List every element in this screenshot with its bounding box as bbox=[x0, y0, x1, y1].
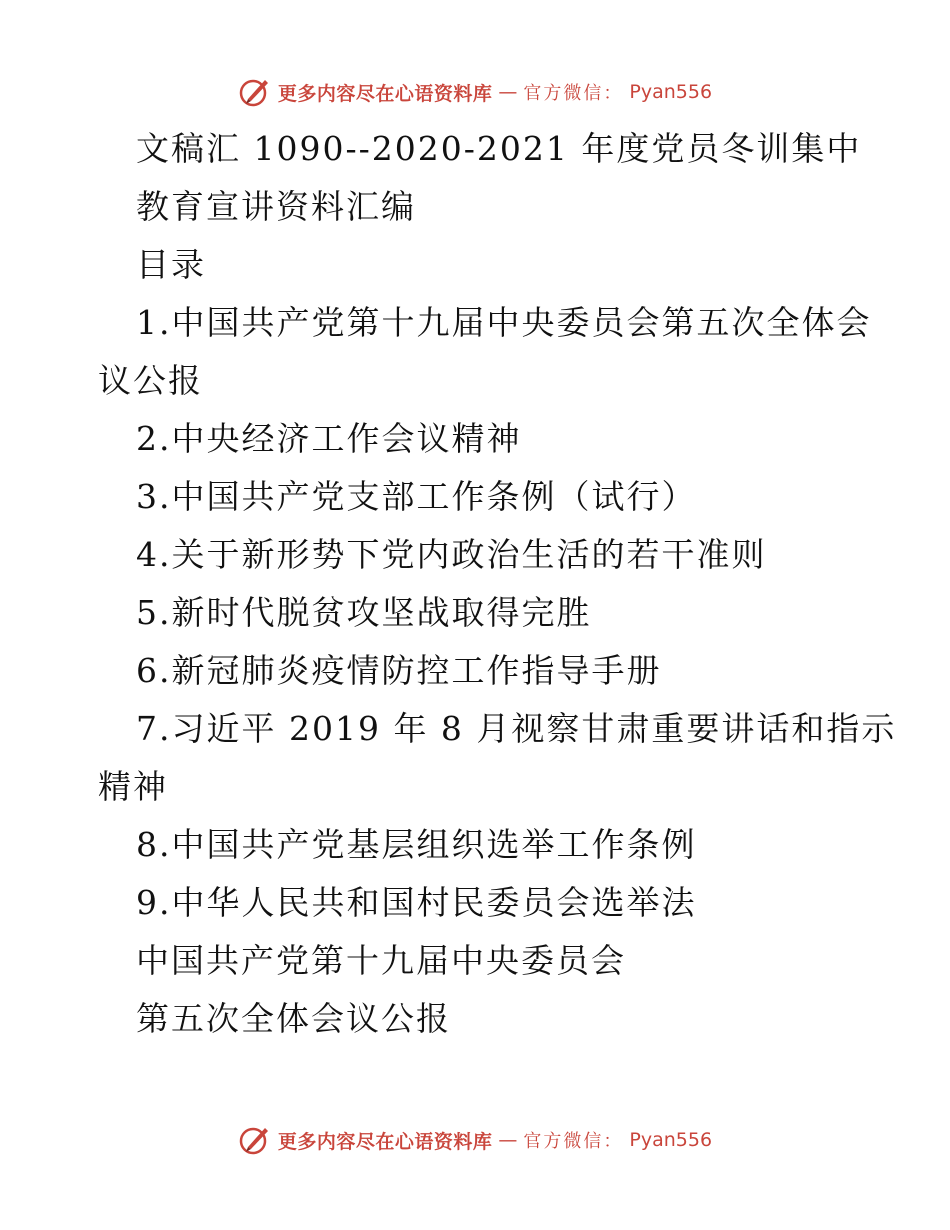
section-title-line-1: 中国共产党第十九届中央委员会 bbox=[136, 941, 626, 980]
quill-pen-circle-icon bbox=[238, 1123, 272, 1157]
watermark-wechat-label: 官方微信： bbox=[523, 1131, 624, 1152]
quill-pen-circle-icon bbox=[238, 75, 272, 109]
watermark-dash: — bbox=[498, 81, 518, 103]
toc-item-7: 7.习近平 2019 年 8 月视察甘肃重要讲话和指示 bbox=[136, 709, 897, 748]
toc-item-9: 9.中华人民共和国村民委员会选举法 bbox=[136, 883, 697, 922]
header-watermark bbox=[0, 70, 950, 114]
watermark-main-text: 更多内容尽在心语资料库 bbox=[277, 1130, 493, 1153]
watermark-wechat-id: Pyan556 bbox=[629, 1129, 713, 1151]
document-title-line-2: 教育宣讲资料汇编 bbox=[136, 187, 416, 226]
toc-item-6: 6.新冠肺炎疫情防控工作指导手册 bbox=[136, 651, 662, 690]
toc-item-4: 4.关于新形势下党内政治生活的若干准则 bbox=[136, 535, 767, 574]
toc-item-1: 1.中国共产党第十九届中央委员会第五次全体会 bbox=[136, 303, 872, 342]
document-title-line-1: 文稿汇 1090--2020-2021 年度党员冬训集中 bbox=[136, 129, 862, 168]
footer-watermark bbox=[0, 1118, 950, 1162]
toc-item-5: 5.新时代脱贫攻坚战取得完胜 bbox=[136, 593, 592, 632]
watermark-dash: — bbox=[498, 1129, 518, 1151]
document-body bbox=[98, 120, 897, 1048]
watermark-main-text: 更多内容尽在心语资料库 bbox=[277, 82, 493, 105]
toc-item-8: 8.中国共产党基层组织选举工作条例 bbox=[136, 825, 697, 864]
watermark-wechat-label: 官方微信： bbox=[523, 83, 624, 104]
toc-item-1-continued: 议公报 bbox=[98, 361, 203, 400]
toc-item-2: 2.中央经济工作会议精神 bbox=[136, 419, 522, 458]
section-title-line-2: 第五次全体会议公报 bbox=[136, 999, 451, 1038]
watermark-wechat-id: Pyan556 bbox=[629, 81, 713, 103]
toc-item-7-continued: 精神 bbox=[98, 767, 168, 806]
toc-heading: 目录 bbox=[136, 245, 206, 284]
toc-item-3: 3.中国共产党支部工作条例（试行） bbox=[136, 477, 697, 516]
